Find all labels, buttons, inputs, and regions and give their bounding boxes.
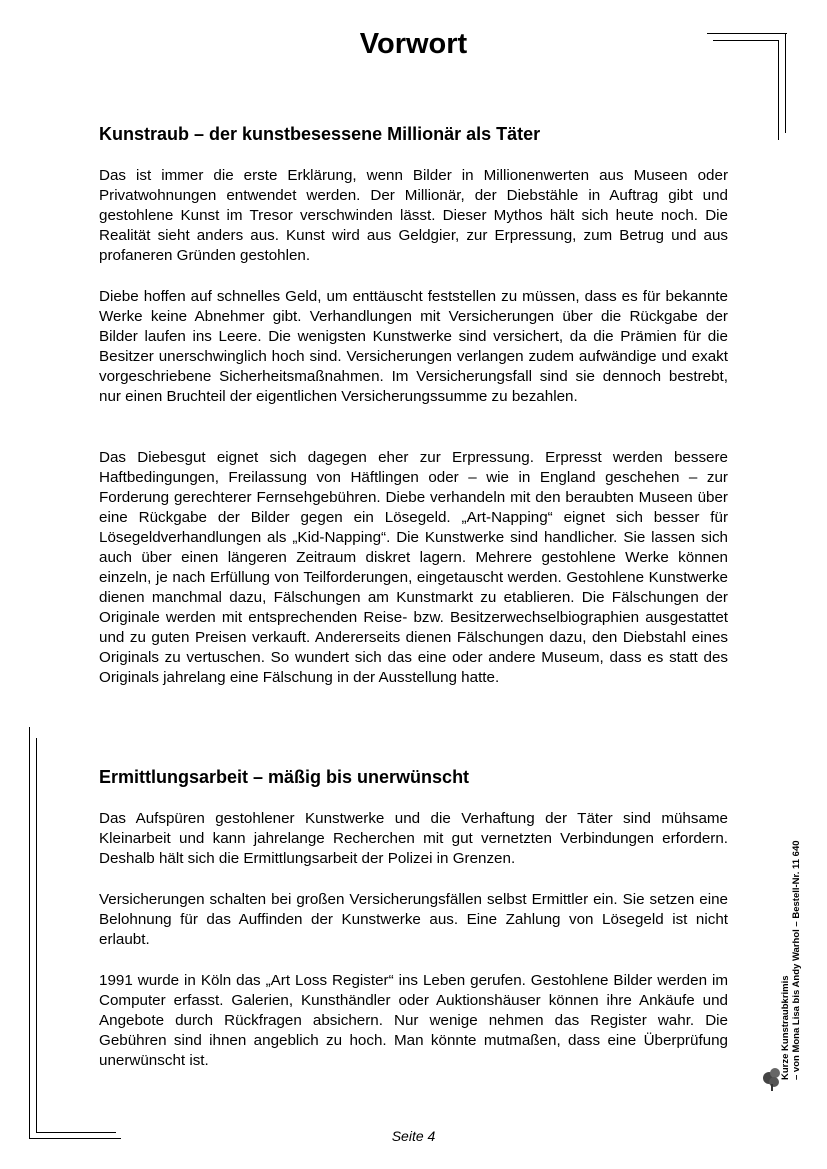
- section1-paragraph-3: Das Diebesgut eignet sich dagegen eher zur Erpressung. Erpresst werden bessere Haftbedingungen, Freilassung von Häftlingen oder – wie in England geschehen – zur Forderung gerechterer Fernsehgebühren. Diebe verhandeln mit den beraubten Museen über eine Rückgabe der Bilder gegen ein Lösegeld. „Art-Napping“ eignet sich besser für Lösegeldverhandlungen als „Kid-Napping“. Die Kunstwerke sind handlicher. Sie lassen sich auch über einen längeren Zeitraum diskret lagern. Mehrere gestohlene Werke können einzeln, je nach Erfüllung von Teilforderungen, eingetauscht werden. Gestohlene Kunstwerke dienen manchmal dazu, Fälschungen am Kunstmarkt zu etablieren. Die Fälschungen der Originale werden mit entsprechenden Reise- bzw. Besitzerwechselbiographien ausgestattet und zu guten Preisen verkauft. Andererseits dienen Fälschungen dazu, den Diebstahl eines Originals zu vertuschen. So wundert sich das eine oder andere Museum, dass es statt des Originals jahrelang eine Fälschung in der Ausstellung hatte.: [99, 449, 728, 686]
- section2-heading: Ermittlungsarbeit – mäßig bis unerwünscht: [99, 767, 470, 787]
- section1-paragraph-2: Diebe hoffen auf schnelles Geld, um enttäuscht feststellen zu müssen, dass es für bekannte Werke keine Abnehmer gibt. Verhandlungen mit Versicherungen über die Rückgabe der Bilder laufen ins Leere. Die wenigsten Kunstwerke sind versichert, da die Prämien für die Besitzer unerschwinglich hoch sind. Versicherungen verlangen zudem aufwändige und exakt vorgeschriebene Sicherheitsmaßnahmen. Im Versicherungsfall sind sie dennoch bestrebt, nur einen Bruchteil der eigentlichen Versicherungssumme zu bezahlen.: [99, 288, 728, 405]
- corner-frame-top-right: [707, 33, 787, 38]
- page-number: Seite 4: [391, 1128, 436, 1144]
- sidebar-imprint: [780, 840, 802, 1080]
- section2-paragraph-1: Das Aufspüren gestohlener Kunstwerke und die Verhaftung der Täter sind mühsame Kleinarbeit und kann jahrelange Recherchen mit gut vernetzten Verbindungen erfordern. Deshalb hält sich die Ermittlungsarbeit der Polizei in Grenzen.: [99, 810, 728, 867]
- corner-frame-bottom-left-inner: [36, 738, 37, 1133]
- corner-frame-top-right-inner: [713, 40, 779, 41]
- page-title: Vorwort: [359, 28, 468, 60]
- section1-paragraph-1: Das ist immer die erste Erklärung, wenn Bilder in Millionenwerten aus Museen oder Privatwohnungen entwendet werden. Der Millionär, der Diebstähle in Auftrag gibt und gestohlene Kunst im Tresor verschwinden lässt. Dieser Mythos hält sich heute noch. Die Realität sieht anders aus. Kunst wird aus Geldgier, zur Erpressung, zum Betrug und aus profaneren Gründen gestohlen.: [99, 167, 728, 264]
- sidebar-line-1: Kurze Kunstraubkrimis: [780, 975, 791, 1080]
- publisher-logo-icon: [760, 1062, 790, 1092]
- section1-heading: Kunstraub – der kunstbesessene Millionär als Täter: [99, 124, 541, 144]
- corner-frame-bottom-left: [29, 727, 30, 1139]
- section2-paragraph-3: 1991 wurde in Köln das „Art Loss Register“ ins Leben gerufen. Gestohlene Bilder werden im Computer erfasst. Galerien, Kunsthändler oder Auktionshäuser können ihre Ankäufe und Angebote durch Rückfragen absichern. Nur wenige nehmen das Register wahr. Die Gebühren sind ihnen angeblich zu hoch. Man könnte mutmaßen, dass eine Überprüfung unerwünscht ist.: [99, 972, 728, 1069]
- section2-paragraph-2: Versicherungen schalten bei großen Versicherungsfällen selbst Ermittler ein. Sie setzen eine Belohnung für das Auffinden der Kunstwerke aus. Eine Zahlung von Lösegeld ist nicht erlaubt.: [99, 891, 728, 948]
- corner-frame-top-right-inner-vertical: [778, 40, 779, 140]
- sidebar-line-2: – von Mona Lisa bis Andy Warhol – Bestell-Nr. 11 640: [791, 840, 802, 1080]
- corner-frame-top-right-vertical: [785, 33, 786, 133]
